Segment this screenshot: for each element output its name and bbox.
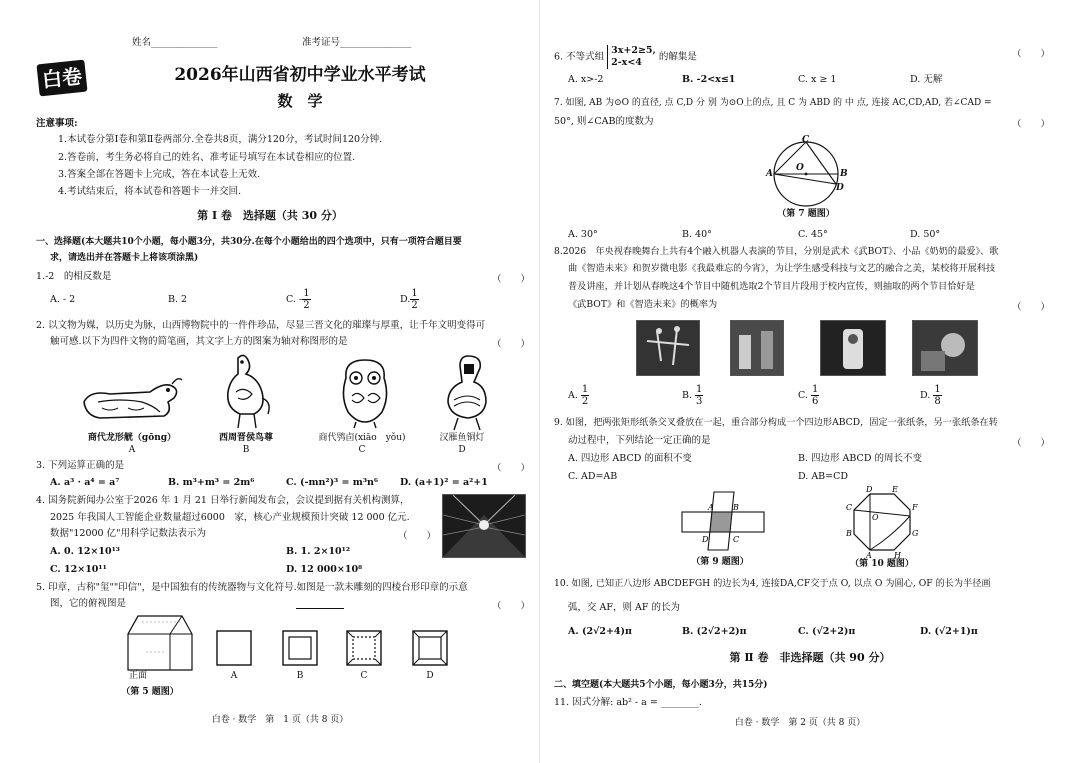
q2-stem-2: 触可感.以下为四件文物的简笔画，其文字上方的图案为轴对称图形的是	[50, 336, 348, 347]
q6-option-c: C. x ≥ 1	[798, 74, 837, 85]
q3-option-a: A. a³ · a⁴ = a⁷	[50, 477, 120, 488]
q5-underline	[296, 608, 344, 609]
svg-text:A: A	[708, 503, 714, 512]
q2-label-c: 商代鸮卣(xiāo yǒu)	[318, 433, 406, 443]
dragon-vessel-icon	[80, 372, 184, 432]
svg-text:G: G	[912, 529, 918, 538]
q6-stem: 6. 不等式组 3x+2≥5, 2-x<4 的解集是	[554, 45, 697, 68]
q6-answer-blank: （ ）	[1012, 49, 1051, 60]
q7-option-b: B. 40°	[682, 229, 712, 240]
q5-letter-c: C	[360, 671, 368, 681]
svg-text:B: B	[846, 529, 852, 538]
q2-label-d: 汉雁鱼铜灯	[439, 433, 485, 443]
q9-caption: （第 9 题图）	[691, 557, 749, 567]
svg-text:D: D	[702, 535, 709, 544]
owl-vessel-icon	[338, 356, 392, 430]
q7-point-a: A	[766, 169, 773, 179]
q4-option-a: A. 0. 12×10¹³	[50, 546, 120, 557]
q4-stem-2: 2025 年我国人工智能企业数量超过6000 家，核心产业规模预计突破 12 000 亿元.	[50, 512, 410, 523]
q3-answer-blank: （ ）	[492, 463, 531, 474]
q5-stem: 5. 印章，古称"玺""印信"，是中国独有的传统器物与文化符号.如图是一款未雕刻的四棱台形印章的示意	[36, 582, 468, 593]
q3-stem: 3. 下列运算正确的是	[36, 460, 125, 471]
q1-stem: 1.-2 的相反数是	[36, 271, 112, 282]
note-4: 4.考试结束后，将本试卷和答题卡一并交回.	[58, 186, 242, 197]
q4-stem-3: 数据"12000 亿"用科学记数法表示为	[50, 528, 206, 539]
q10-octagon-figure	[846, 486, 918, 558]
q6-option-d: D. 无解	[910, 74, 943, 85]
q7-stem-2: 50°, 则∠CAB的度数为	[554, 116, 654, 127]
q5-option-b-figure	[282, 630, 318, 666]
page-2-footer: 白卷 · 数学 第 2 页（共 8 页）	[734, 718, 866, 728]
note-2: 2.答卷前，考生务必将自己的姓名、准考证号填写在本试卷相应的位置.	[58, 152, 356, 163]
wubot-photo	[636, 320, 700, 376]
q10-caption: （第 10 题图）	[850, 559, 914, 569]
ai-industry-photo	[442, 494, 526, 558]
q3-option-b: B. m³+m³ = 2m⁶	[168, 477, 255, 488]
q7-option-d: D. 50°	[910, 229, 941, 240]
q7-point-c: C	[802, 135, 810, 145]
q5-letter-b: B	[296, 671, 304, 681]
goose-lamp-icon	[440, 352, 492, 432]
q7-caption: （第 7 题图）	[777, 209, 835, 219]
smart-future-photo	[820, 320, 886, 376]
q9-option-b: B. 四边形 ABCD 的周长不变	[798, 453, 922, 464]
q10-stem: 10. 如图, 已知正八边形 ABCDEFGH 的边长为4, 连接DA,CF交于点 O, 以点 O 为圆心, OF 的长为半径画	[554, 578, 991, 589]
q8-stem-3: 普及讲座，并计划从春晚这4个节目中随机选取2个节目片段用于校内宣传，则抽取的两个节目恰好是	[568, 281, 975, 292]
q5-stem-2: 图，它的俯视图是	[50, 598, 127, 609]
svg-text:F: F	[912, 503, 918, 512]
q9-stem: 9. 如图，把两张矩形纸条交叉叠放在一起，重合部分构成一个四边形ABCD，固定一张纸条，另一张纸条在转	[554, 417, 998, 428]
notes-title: 注意事项:	[36, 118, 78, 129]
q5-letter-a: A	[230, 671, 238, 681]
svg-text:C: C	[733, 535, 740, 544]
bird-vessel-icon	[218, 352, 274, 432]
section-1-title: 第 Ⅰ 卷 选择题（共 30 分）	[197, 209, 343, 222]
page-1-footer: 白卷 · 数学 第 1 页（共 8 页）	[211, 715, 349, 725]
q2-label-a: 商代龙形觥（gōng）	[87, 433, 177, 443]
q4-option-b: B. 1. 2×10¹²	[286, 546, 350, 557]
q7-point-d: D	[836, 183, 844, 193]
q7-circle-figure	[762, 136, 850, 210]
section-1-intro: 一、选择题(本大题共10个小题，每小题3分，共30分.在每个小题给出的四个选项中，只有一项符合题目要	[36, 237, 462, 247]
q9-strips-figure	[678, 488, 768, 554]
fill-section-title: 二、填空题(本大题共5个小题，每小题3分，共15分)	[554, 680, 768, 690]
q5-option-c-figure	[346, 630, 382, 666]
white-paper-badge: 白卷	[36, 60, 87, 97]
q2-label-b: 西周晋侯鸟尊	[218, 433, 273, 443]
q5-front-label: 正面	[128, 671, 147, 681]
q9-option-c: C. AD=AB	[568, 471, 618, 482]
q7-point-b: B	[840, 169, 848, 179]
grandma-sketch-photo	[730, 320, 784, 376]
q5-letter-d: D	[426, 671, 434, 681]
q2-letter-d: D	[458, 445, 466, 455]
q4-option-d: D. 12 000×10⁸	[286, 564, 363, 575]
name-label: 姓名______________	[132, 37, 218, 48]
q5-caption: （第 5 题图）	[121, 687, 179, 697]
q10-option-c: C. (√2+2)π	[798, 626, 856, 637]
svg-text:A: A	[866, 551, 872, 558]
q1-option-d: D. $\frac{1}{2}$	[400, 288, 418, 311]
q8-stem: 8.2026 年央视春晚舞台上共有4个融入机器人表演的节目，分别是武术《武BOT》、小品《奶奶的最爱》、歌	[554, 246, 999, 257]
q4-stem: 4. 国务院新闻办公室于2026 年 1 月 21 日举行新闻发布会，会议提到据有关机构测算，	[36, 495, 410, 506]
q2-letter-b: B	[242, 445, 250, 455]
q8-stem-2: 曲《智造未来》和贺岁微电影《我最难忘的今宵》，为让学生感受科技与文艺的融合之美，某校将开展科技	[568, 263, 996, 274]
q10-stem-2: 弧，交 AF，则 AF 的长为	[568, 602, 680, 613]
q8-option-c: C. $\frac{1}{6}$	[798, 384, 819, 407]
q9-answer-blank: （ ）	[1012, 438, 1051, 449]
q5-answer-blank: （ ）	[492, 601, 531, 612]
exam-title: 2026年山西省初中学业水平考试	[174, 65, 426, 85]
q3-option-d: D. (a+1)² = a²+1	[400, 477, 488, 488]
q9-stem-2: 动过程中，下列结论一定正确的是	[568, 435, 711, 446]
q7-point-o: O	[796, 163, 804, 173]
svg-text:B: B	[733, 503, 739, 512]
q6-option-b: B. -2<x≤1	[682, 74, 736, 85]
q6-option-a: A. x>-2	[568, 74, 604, 85]
page-2	[540, 0, 1080, 763]
q1-option-a: A. - 2	[50, 294, 76, 305]
q11-stem: 11. 因式分解: ab² - a = ________.	[554, 697, 702, 708]
q2-letter-c: C	[358, 445, 366, 455]
q5-option-a-figure	[216, 630, 252, 666]
svg-text:E: E	[892, 486, 898, 494]
q3-option-c: C. (-mn²)³ = m³n⁶	[286, 477, 379, 488]
exam-id-label: 准考证号_______________	[302, 37, 412, 48]
q1-answer-blank: （ ）	[492, 274, 531, 285]
q8-option-d: D. $\frac{1}{8}$	[920, 384, 941, 407]
q10-option-b: B. (2√2+2)π	[682, 626, 747, 637]
q5-option-d-figure	[412, 630, 448, 666]
q4-answer-blank: （ ）	[398, 531, 437, 542]
q8-option-b: B. $\frac{1}{3}$	[682, 384, 703, 407]
q1-option-b: B. 2	[168, 294, 188, 305]
q8-option-a: A. $\frac{1}{2}$	[568, 384, 589, 407]
q9-option-a: A. 四边形 ABCD 的面积不变	[568, 453, 692, 464]
section-1-intro-2: 求，请选出并在答题卡上将该项涂黑)	[50, 253, 199, 263]
section-2-title: 第 Ⅱ 卷 非选择题（共 90 分）	[729, 651, 891, 664]
q7-stem: 7. 如图, AB 为⊙O 的直径, 点 C,D 分 别 为⊙O上的点, 且 C 为 ABD 的 中 点, 连接 AC,CD,AD, 若∠CAD =	[554, 98, 992, 108]
note-3: 3.答案全部在答题卡上完成，答在本试卷上无效.	[58, 169, 261, 180]
svg-text:H: H	[894, 551, 901, 558]
q2-answer-blank: （ ）	[492, 339, 531, 350]
micro-film-photo	[912, 320, 978, 376]
svg-text:D: D	[866, 486, 873, 494]
q8-answer-blank: （ ）	[1012, 302, 1051, 313]
q7-option-a: A. 30°	[568, 229, 598, 240]
exam-subject: 数 学	[277, 92, 323, 110]
q7-answer-blank: （ ）	[1012, 119, 1051, 130]
svg-text:O: O	[872, 513, 879, 522]
q2-letter-a: A	[128, 445, 136, 455]
q9-option-d: D. AB=CD	[798, 471, 849, 482]
note-1: 1.本试卷分第Ⅰ卷和第Ⅱ卷两部分.全卷共8页，满分120分，考试时间120分钟.	[58, 134, 383, 145]
q2-stem: 2. 以文物为媒，以历史为脉，山西博物院中的一件件珍品，尽显三晋文化的璀璨与厚重，让千年文明变得可	[36, 320, 486, 331]
q7-option-c: C. 45°	[798, 229, 828, 240]
seal-frustum-figure	[124, 612, 196, 674]
q10-option-d: D. (√2+1)π	[920, 626, 978, 637]
svg-text:C: C	[846, 503, 853, 512]
q1-option-c: C. - $\frac{1}{2}$	[286, 288, 310, 311]
q4-option-c: C. 12×10¹¹	[50, 564, 107, 575]
q10-option-a: A. (2√2+4)π	[568, 626, 632, 637]
q8-stem-4: 《武BOT》和《智造未来》的概率为	[568, 299, 718, 310]
